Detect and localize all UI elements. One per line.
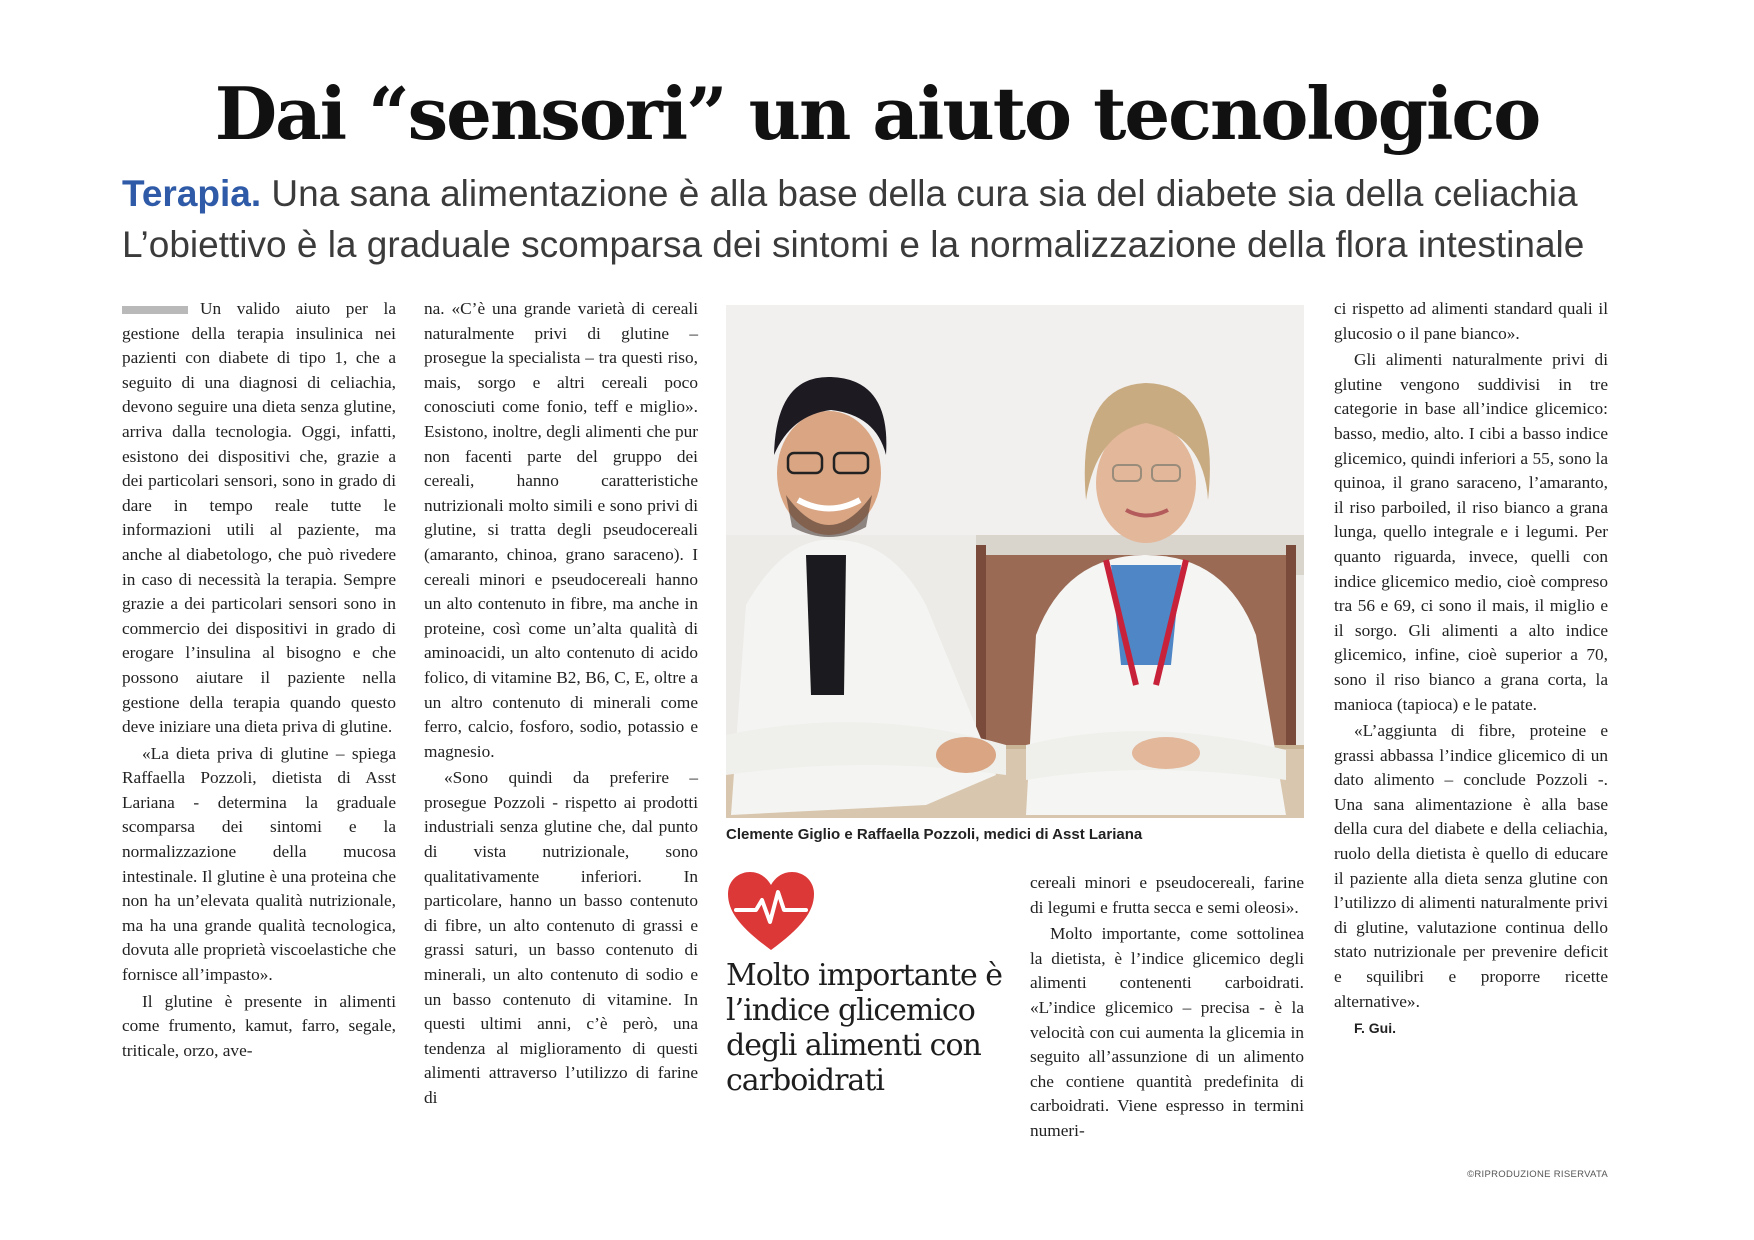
subheadline-line-2: L’obiettivo è la graduale scomparsa dei sintomi e la normalizzazione della flora intestinale bbox=[122, 224, 1585, 265]
column-4-paragraph-2: Gli alimenti naturalmente privi di glutine vengono suddivisi in tre categorie in base all’indice glicemico: basso, medio, alto. I cibi a basso indice glicemico, quindi inferiori a 55, sono la quinoa, il grano saraceno, l’amaranto, il riso parboiled, il riso bianco a grana lunga, quello integrale e i legumi. Per quanto riguarda, invece, quelli con indice glicemico medio, cioè compreso tra 56 e 69, ci sono il mais, il miglio e il sorgo. Gli alimenti a alto indice glicemico, infine, cioè superior a 70, sono il riso bianco a grana corta, la manioca (tapioca) e le patate. bbox=[1334, 350, 1608, 714]
column-1-paragraph-1: Un valido aiuto per la gestione della terapia insulinica nei pazienti con diabete di tipo 1, che a seguito di una diagnosi di celiachia, devono seguire una dieta senza glutine, arriva dalla tecnologia. Oggi, infatti, esistono dei dispositivi che, grazie a dei particolari sensori, sono in grado di dare in tempo reale tutte le informazioni utili al paziente, ma anche al diabetologo, che può rivedere in caso di necessità la terapia. Sempre grazie a dei particolari sensori sono in commercio dei dispositivi in grado di erogare l’insulina al bisogno e che possono aiutare il paziente nella gestione della terapia quando questo deve iniziare una dieta priva di glutine. bbox=[122, 299, 396, 737]
column-4-paragraph-1: ci rispetto ad alimenti standard quali il glucosio o il pane bianco». bbox=[1334, 299, 1608, 343]
column-1-paragraph-3: Il glutine è presente in alimenti come frumento, kamut, farro, segale, triticale, orzo, ave- bbox=[122, 991, 396, 1060]
column-1-paragraph-2: «La dieta priva di glutine – spiega Raffaella Pozzoli, dietista di Asst Lariana - determina la graduale scomparsa dei sintomi e la normalizzazione della mucosa intestinale. Il glutine è una proteina che non ha un’elevata qualità nutrizionale, ma ha una grande qualità tecnologica, dovuta alle proprietà viscoelastiche che fornisce all’impasto». bbox=[122, 743, 396, 985]
kicker: Terapia. bbox=[122, 173, 262, 214]
copyright-notice: ©RIPRODUZIONE RISERVATA bbox=[1467, 1169, 1608, 1180]
lead-bar bbox=[122, 306, 188, 314]
heartbeat-heart-icon bbox=[726, 870, 816, 952]
pullquote: Molto importante è l’indice glicemico degli alimenti con carboidrati bbox=[726, 958, 1003, 1098]
column-3-paragraph-2: Molto importante, come sottolinea la dietista, è l’indice glicemico degli alimenti contenenti carboidrati. «L’indice glicemico – precisa - è la velocità con cui aumenta la glicemia in seguito all’assunzione di un alimento che contiene quantità predefinita di carboidrati. Viene espresso in termini numeri- bbox=[1030, 924, 1304, 1140]
article-column-1 bbox=[122, 297, 396, 1063]
column-2-paragraph-1: na. «C’è una grande varietà di cereali naturalmente privi di glutine – prosegue la specialista – tra questi riso, mais, sorgo e altri cereali poco conosciuti come fonio, teff e miglio». Esistono, inoltre, degli alimenti che pur non facenti parte del gruppo dei cereali, hanno caratteristiche nutrizionali molto simili e sono privi di glutine, si tratta degli pseudocereali (amaranto, chinoa, grano saraceno). I cereali minori e pseudocereali hanno un alto contenuto in fibre, ma anche in proteine, così come un’alta qualità di aminoacidi, un alto contenuto di acido folico, di vitamine B2, B6, C, E, oltre a un altro contenuto di minerali come ferro, calcio, fosforo, sodio, potassio e magnesio. bbox=[424, 299, 698, 761]
article-column-4 bbox=[1334, 297, 1608, 1041]
column-4-paragraph-3: «L’aggiunta di fibre, proteine e grassi abbassa l’indice glicemico di un dato alimento – conclude Pozzoli -. Una sana alimentazione è alla base della cura del diabete e della celiachia, ruolo della dietista è quello di educare il paziente alla dieta senza glutine con l’utilizzo di alimenti naturalmente privi di glutine, valutazione continua dello stato nutrizionale per prevenire deficit e squilibri e proporre ricette alternative». bbox=[1334, 721, 1608, 1011]
column-2-paragraph-2: «Sono quindi da preferire – prosegue Pozzoli - rispetto ai prodotti industriali senza glutine che, dal punto di vista nutrizionale, sono qualitativamente inferiori. In particolare, hanno un basso contenuto di fibre, un alto contenuto di grassi e grassi saturi, un basso contenuto di minerali, un alto contenuto di sodio e un basso contenuto di vitamine. In questi ultimi anni, c’è però, una tendenza al miglioramento di questi alimenti attraverso l’utilizzo di farine di bbox=[424, 768, 698, 1107]
doctors-illustration bbox=[726, 305, 1304, 818]
column-3-paragraph-1: cereali minori e pseudocereali, farine di legumi e frutta secca e semi oleosi». bbox=[1030, 873, 1304, 917]
subheadline-text-1: Una sana alimentazione è alla base della cura sia del diabete sia della celiachia bbox=[261, 173, 1578, 214]
article-column-3 bbox=[1030, 871, 1304, 1144]
column-1-paragraph bbox=[122, 297, 396, 740]
doctors-photo bbox=[726, 305, 1304, 818]
author-signature: F. Gui. bbox=[1354, 1020, 1396, 1037]
headline: Dai “sensori” un aiuto tecnologico bbox=[214, 71, 1540, 156]
photo-caption: Clemente Giglio e Raffaella Pozzoli, medici di Asst Lariana bbox=[726, 826, 1143, 843]
subheadline-line-1 bbox=[122, 172, 1642, 216]
article-column-2 bbox=[424, 297, 698, 1111]
